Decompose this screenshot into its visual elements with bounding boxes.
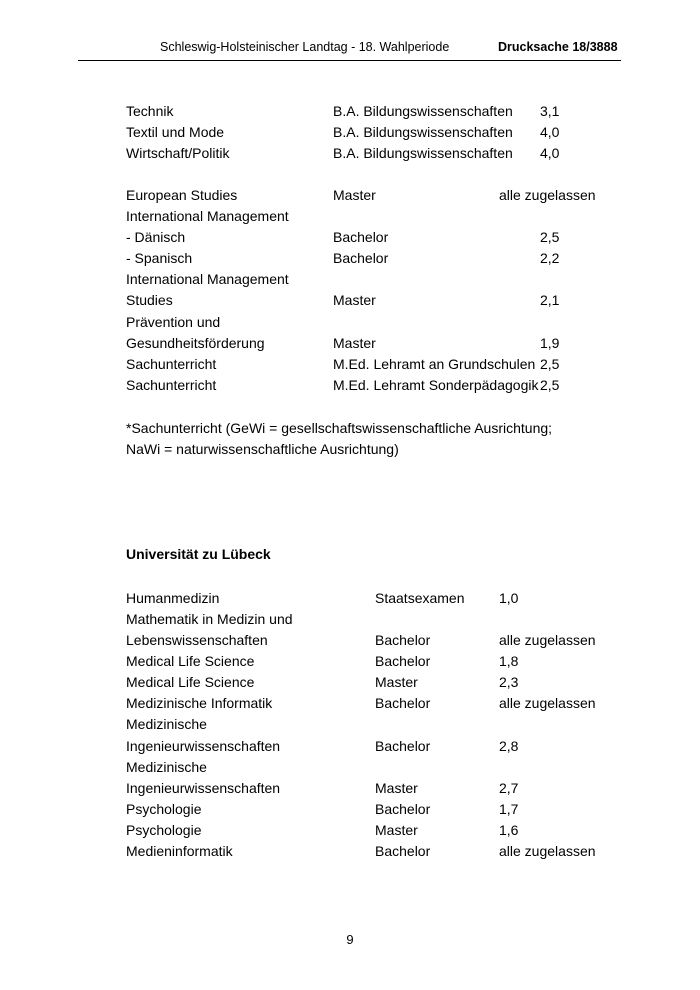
- grade-cell: 1,0: [499, 590, 519, 606]
- table-row: [0, 673, 700, 691]
- table-row: [0, 249, 700, 267]
- grade-cell: alle zugelassen: [499, 695, 596, 711]
- degree-cell: Master: [375, 822, 418, 838]
- grade-cell: alle zugelassen: [499, 843, 596, 859]
- table-row: [0, 355, 700, 373]
- degree-cell: Master: [333, 335, 376, 351]
- grade-cell: 2,3: [499, 674, 519, 690]
- table-row: [0, 589, 700, 607]
- table-row: [0, 270, 700, 288]
- subject-cell: International Management: [126, 208, 289, 224]
- grade-cell: 3,1: [540, 103, 560, 119]
- degree-cell: Bachelor: [333, 229, 389, 245]
- degree-cell: Master: [333, 292, 376, 308]
- grade-cell: 2,8: [499, 738, 519, 754]
- subject-cell: Wirtschaft/Politik: [126, 145, 230, 161]
- table-row: [0, 715, 700, 733]
- subject-cell: Studies: [126, 292, 173, 308]
- page-number: 9: [346, 932, 354, 947]
- subject-cell: Medieninformatik: [126, 843, 233, 859]
- degree-cell: Bachelor: [375, 801, 431, 817]
- grade-cell: 2,5: [540, 356, 560, 372]
- table-row: [0, 123, 700, 141]
- subject-cell: European Studies: [126, 187, 238, 203]
- subject-cell: - Spanisch: [126, 250, 193, 266]
- section-heading: Universität zu Lübeck: [126, 546, 271, 562]
- degree-cell: Bachelor: [375, 632, 431, 648]
- grade-cell: 2,5: [540, 229, 560, 245]
- degree-cell: B.A. Bildungswissenschaften: [333, 124, 513, 140]
- grade-cell: 4,0: [540, 124, 560, 140]
- table-row: [0, 334, 700, 352]
- subject-cell: Ingenieurwissenschaften: [126, 738, 281, 754]
- table-row: [0, 779, 700, 797]
- subject-cell: Sachunterricht: [126, 377, 217, 393]
- grade-cell: 2,1: [540, 292, 560, 308]
- subject-cell: Textil und Mode: [126, 124, 225, 140]
- degree-cell: Bachelor: [375, 843, 431, 859]
- document-number: Drucksache 18/3888: [498, 40, 618, 54]
- subject-cell: Psychologie: [126, 822, 202, 838]
- table-row: [0, 694, 700, 712]
- subject-cell: Technik: [126, 103, 174, 119]
- header-divider: [78, 60, 621, 61]
- table-row: [0, 376, 700, 394]
- degree-cell: Bachelor: [333, 250, 389, 266]
- table-row: [0, 652, 700, 670]
- table-row: [0, 291, 700, 309]
- table-row: [0, 800, 700, 818]
- table-row: [0, 737, 700, 755]
- degree-cell: M.Ed. Lehramt Sonderpädagogik: [333, 377, 539, 393]
- degree-cell: Bachelor: [375, 653, 431, 669]
- table-row: [0, 144, 700, 162]
- subject-cell: International Management: [126, 271, 289, 287]
- grade-cell: 2,7: [499, 780, 519, 796]
- table-row: [0, 610, 700, 628]
- subject-cell: Psychologie: [126, 801, 202, 817]
- degree-cell: B.A. Bildungswissenschaften: [333, 103, 513, 119]
- table-row: [0, 758, 700, 776]
- grade-cell: 1,7: [499, 801, 519, 817]
- subject-cell: Gesundheitsförderung: [126, 335, 265, 351]
- degree-cell: M.Ed. Lehramt an Grundschulen: [333, 356, 536, 372]
- table-row: [0, 102, 700, 120]
- degree-cell: Staatsexamen: [375, 590, 465, 606]
- footnote-line-2: NaWi = naturwissenschaftliche Ausrichtung): [126, 441, 399, 457]
- table-row: [0, 228, 700, 246]
- subject-cell: Prävention und: [126, 314, 221, 330]
- subject-cell: Mathematik in Medizin und: [126, 611, 293, 627]
- subject-cell: - Dänisch: [126, 229, 186, 245]
- grade-cell: 1,9: [540, 335, 560, 351]
- subject-cell: Medical Life Science: [126, 653, 255, 669]
- grade-cell: 1,6: [499, 822, 519, 838]
- grade-cell: 4,0: [540, 145, 560, 161]
- table-row: [0, 207, 700, 225]
- table-row: [0, 631, 700, 649]
- table-row: [0, 821, 700, 839]
- subject-cell: Sachunterricht: [126, 356, 217, 372]
- subject-cell: Medizinische: [126, 716, 207, 732]
- header-title: Schleswig-Holsteinischer Landtag - 18. Wahlperiode: [160, 40, 450, 54]
- subject-cell: Lebenswissenschaften: [126, 632, 268, 648]
- table-row: [0, 842, 700, 860]
- degree-cell: Master: [333, 187, 376, 203]
- grade-cell: 2,5: [540, 377, 560, 393]
- degree-cell: Master: [375, 780, 418, 796]
- grade-cell: 1,8: [499, 653, 519, 669]
- footnote-line-1: *Sachunterricht (GeWi = gesellschaftswissenschaftliche Ausrichtung;: [126, 420, 553, 436]
- subject-cell: Medizinische: [126, 759, 207, 775]
- grade-cell: alle zugelassen: [499, 187, 596, 203]
- table-row: [0, 313, 700, 331]
- degree-cell: Bachelor: [375, 695, 431, 711]
- grade-cell: 2,2: [540, 250, 560, 266]
- table-row: [0, 186, 700, 204]
- subject-cell: Medical Life Science: [126, 674, 255, 690]
- subject-cell: Ingenieurwissenschaften: [126, 780, 281, 796]
- subject-cell: Medizinische Informatik: [126, 695, 273, 711]
- subject-cell: Humanmedizin: [126, 590, 220, 606]
- degree-cell: B.A. Bildungswissenschaften: [333, 145, 513, 161]
- degree-cell: Bachelor: [375, 738, 431, 754]
- degree-cell: Master: [375, 674, 418, 690]
- grade-cell: alle zugelassen: [499, 632, 596, 648]
